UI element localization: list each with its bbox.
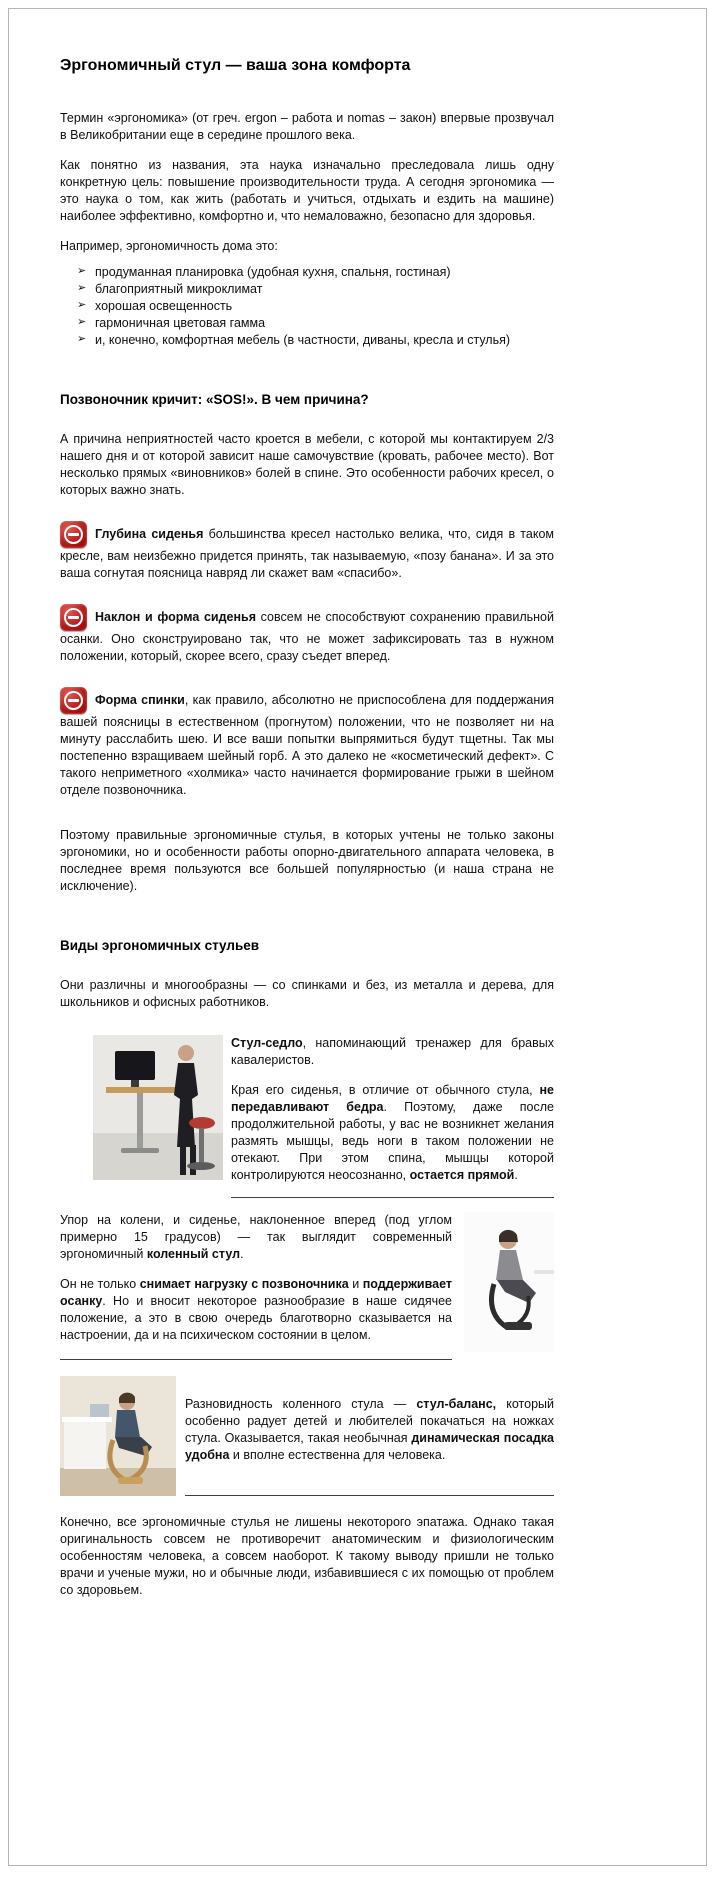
text-run: Разновидность коленного стула — bbox=[185, 1397, 417, 1412]
text-run: и вполне естественна для человека. bbox=[229, 1448, 446, 1463]
text-run: . bbox=[240, 1247, 244, 1262]
text-run: который особенно радует детей и любителей покачаться на ножках стула. Оказывается, такая необычная bbox=[185, 1397, 554, 1446]
text-run: . Но и вносит некоторое разнообразие в наше сидячее положение, а это в свою очередь благотворно сказывается на настроении, да и на психическом состоянии в целом. bbox=[60, 1294, 452, 1343]
list-item bbox=[60, 281, 554, 298]
saddle-chair-section bbox=[60, 1035, 554, 1198]
types-intro-paragraph: Они различны и многообразны — со спинками и без, из металла и дерева, для школьников и офисных работников. bbox=[60, 978, 554, 1010]
intro-paragraph-3: Например, эргономичность дома это: bbox=[60, 238, 278, 253]
saddle-paragraph-2 bbox=[231, 1082, 554, 1184]
saddle-chair-photo bbox=[93, 1035, 223, 1180]
list-item-text: продуманная планировка (удобная кухня, спальня, гостиная) bbox=[95, 264, 451, 279]
problem-item-seat-depth bbox=[60, 521, 554, 582]
kneeling-chair-section bbox=[60, 1212, 554, 1360]
no-entry-icon bbox=[60, 521, 87, 548]
kneeling-chair-photo bbox=[464, 1212, 554, 1352]
home-ergonomics-list bbox=[60, 264, 554, 349]
list-item bbox=[60, 332, 554, 349]
arrow-bullet-icon: ➢ bbox=[77, 298, 87, 311]
text-run: снимает нагрузку с позвоночника bbox=[139, 1277, 349, 1292]
kneeling-chair-illustration bbox=[464, 1212, 554, 1352]
list-item-text: хорошая освещенность bbox=[95, 298, 233, 313]
text-run: стул-баланс, bbox=[416, 1397, 497, 1412]
text-run: . Поэтому, даже после продолжительной работы, у вас не возникнет желания размять мышцы, ведь ноги в таком положении не отекают. При этом спина, мышцы которой контролируются неосознанно, bbox=[231, 1100, 555, 1183]
closing-paragraph: Конечно, все эргономичные стулья не лишены некоторого эпатажа. Однако такая оригинальность совсем не противоречит анатомическим и физиологическим особенностям человека, а совсем наоборот. К такому выводу пришли не только врачи и ученые мужи, но и обычные люди, избавившиеся с их помощью от проблем со здоровьем. bbox=[60, 1515, 554, 1598]
article-page bbox=[8, 8, 707, 1866]
balance-chair-photo bbox=[60, 1376, 176, 1496]
text-run: . bbox=[514, 1168, 518, 1183]
text-run: , напоминающий тренажер для бравых кавалеристов. bbox=[231, 1036, 554, 1068]
kneeling-paragraph-1 bbox=[60, 1212, 452, 1263]
list-item-text: благоприятный микроклимат bbox=[95, 281, 263, 296]
text-run: Стул-седло bbox=[231, 1036, 303, 1051]
saddle-paragraph-1 bbox=[231, 1035, 554, 1069]
text-run: динамическая посадка удобна bbox=[185, 1431, 554, 1463]
intro-paragraph-1: Термин «эргономика» (от греч. ergon – работа и nomas – закон) впервые прозвучал в Великобритании еще в середине прошлого века. bbox=[60, 110, 554, 142]
balance-chair-illustration bbox=[60, 1376, 176, 1496]
text-run: не передавливают бедра bbox=[231, 1083, 554, 1115]
text-run: , как правило, абсолютно не приспособлена для поддержания вашей поясницы в естественном (прогнутом) положении, что не позволяет ни на минуту расслабить шею. И все ваши попытки выпрямиться будут тщетны. Так мы постепенно взращиваем шейный горб. А это далеко не «косметический дефект». С такого неприметного «холмика» часто начинается формирование грыжи в шейном отделе позвоночника. bbox=[60, 692, 554, 798]
saddle-chair-illustration bbox=[93, 1035, 223, 1180]
saddle-chair-text bbox=[231, 1035, 554, 1198]
arrow-bullet-icon: ➢ bbox=[77, 264, 87, 277]
text-run: и bbox=[348, 1277, 363, 1292]
list-item bbox=[60, 264, 554, 281]
sos-conclusion-paragraph: Поэтому правильные эргономичные стулья, в которых учтены не только законы эргономики, но и особенности работы опорно-двигательного аппарата человека, в последнее время пользуются все большей популярностью (и наша страна не исключение). bbox=[60, 828, 554, 894]
kneeling-chair-text bbox=[60, 1212, 452, 1360]
page-title: Эргономичный стул — ваша зона комфорта bbox=[60, 57, 411, 74]
list-item bbox=[60, 298, 554, 315]
problem-text bbox=[60, 610, 554, 663]
sos-intro-paragraph: А причина неприятностей часто кроется в мебели, с которой мы контактируем 2/3 нашего дня и от которой зависит наше самочувствие (кровать, рабочее место). Вот несколько прямых «виновников» болей в спине. Это особенности рабочих кресел, о которых важно знать. bbox=[60, 432, 554, 498]
text-run: Глубина сиденья bbox=[95, 526, 204, 541]
arrow-bullet-icon: ➢ bbox=[77, 315, 87, 328]
list-item bbox=[60, 315, 554, 332]
text-run: Наклон и форма сиденья bbox=[95, 609, 256, 624]
text-run: Упор на колени, и сиденье, наклоненное вперед (под углом примерно 15 градусов) — так выглядит современный эргономичный bbox=[60, 1213, 452, 1262]
text-run: Он не только bbox=[60, 1277, 140, 1292]
problem-text bbox=[60, 693, 554, 797]
article-content bbox=[9, 9, 554, 1599]
text-run: поддерживает осанку bbox=[60, 1277, 452, 1309]
balance-chair-text bbox=[185, 1376, 554, 1496]
section-heading-types: Виды эргономичных стульев bbox=[60, 938, 260, 954]
arrow-bullet-icon: ➢ bbox=[77, 281, 87, 294]
text-run: остается прямой bbox=[409, 1168, 515, 1183]
list-item-text: и, конечно, комфортная мебель (в частности, диваны, кресла и стулья) bbox=[95, 332, 511, 347]
balance-chair-section bbox=[60, 1376, 554, 1496]
list-item-text: гармоничная цветовая гамма bbox=[95, 315, 266, 330]
text-run: коленный стул bbox=[146, 1247, 241, 1262]
text-run: совсем не способствуют сохранению правильной осанки. Оно сконструировано так, что не может зафиксировать таз в нужном положении, который, скорее всего, сразу съедет вперед. bbox=[60, 609, 554, 664]
text-run: большинства кресел настолько велика, что, сидя в таком кресле, вам неизбежно придется принять, так называемую, «позу банана». И за это ваша согнутая поясница навряд ли скажет вам «спасибо». bbox=[60, 526, 555, 581]
intro-paragraph-2: Как понятно из названия, эта наука изначально преследовала лишь одну конкретную цель: повышение производительности труда. А сегодня эргономика — это наука о том, как жить (работать и учиться, отдыхать и ездить на машине) наиболее эффективно, комфортно и, что немаловажно, безопасно для здоровья. bbox=[60, 157, 554, 223]
problem-item-seat-shape bbox=[60, 604, 554, 665]
section-heading-sos: Позвоночник кричит: «SOS!». В чем причина? bbox=[60, 391, 369, 407]
no-entry-icon bbox=[60, 687, 87, 714]
text-run: Края его сиденья, в отличие от обычного стула, bbox=[231, 1083, 540, 1098]
problem-text bbox=[60, 527, 554, 580]
arrow-bullet-icon: ➢ bbox=[77, 332, 87, 345]
kneeling-paragraph-2 bbox=[60, 1276, 452, 1344]
problem-item-backrest-shape bbox=[60, 687, 554, 799]
balance-paragraph bbox=[185, 1396, 554, 1464]
text-run: Форма спинки bbox=[95, 692, 185, 707]
no-entry-icon bbox=[60, 604, 87, 631]
